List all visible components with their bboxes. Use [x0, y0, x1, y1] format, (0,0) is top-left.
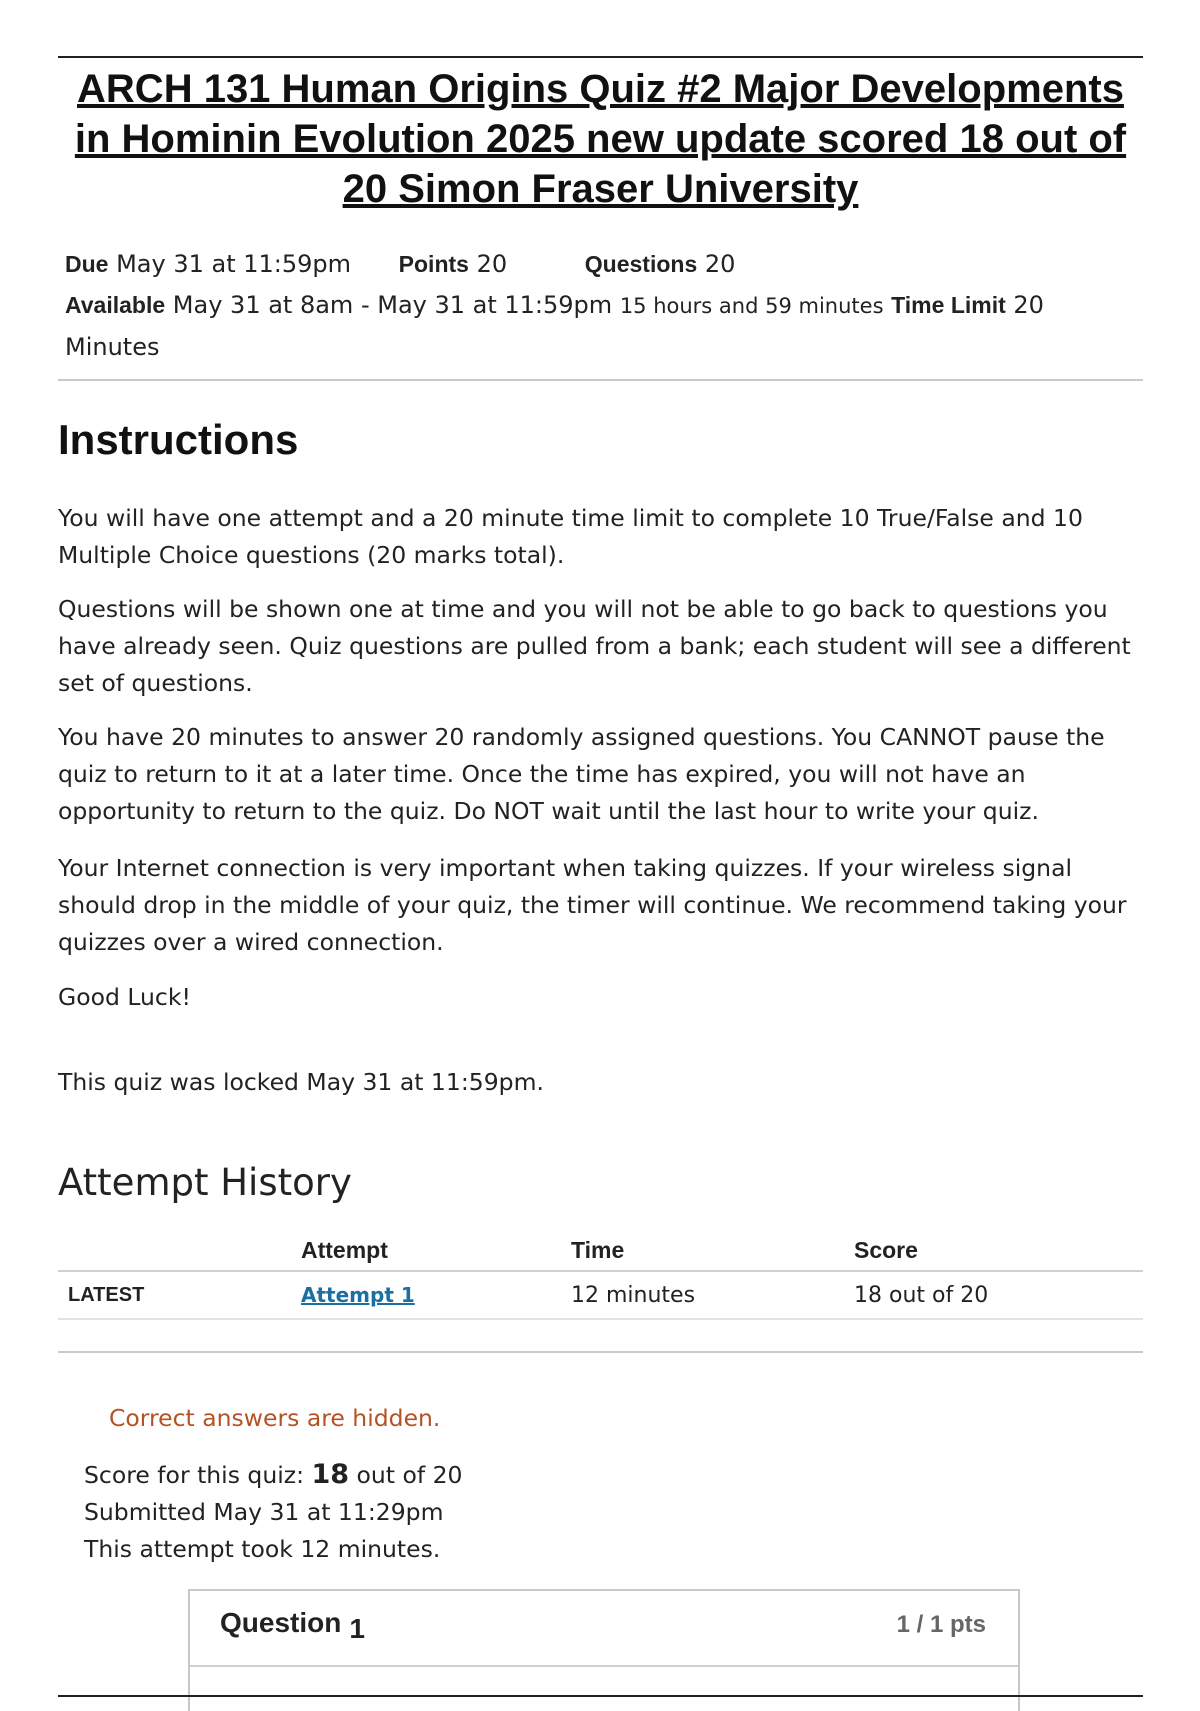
- score-value: 18: [311, 1459, 350, 1490]
- due-label: Due: [65, 251, 109, 277]
- instruction-paragraph: You will have one attempt and a 20 minute time limit to complete 10 True/False and 10 Multiple Choice questions (20 marks total).: [58, 504, 1083, 569]
- score-suffix: out of 20 Submitted May 31 at 11:29pm This attempt took 12 minutes.: [84, 1461, 463, 1563]
- correct-answers-hidden-notice: Correct answers are hidden.: [109, 1404, 441, 1432]
- question-label: Question: [220, 1607, 342, 1638]
- table-row: [58, 1271, 1143, 1319]
- top-divider: [58, 56, 1143, 58]
- question-header: [190, 1591, 1018, 1667]
- due-value: May 31 at 11:59pm: [116, 250, 352, 278]
- meta-divider: [58, 379, 1143, 381]
- document-title: ARCH 131 Human Origins Quiz #2 Major Developments in Hominin Evolution 2025 new update scored 18 out of 20 Simon Fraser University: [74, 67, 1127, 211]
- locked-notice: This quiz was locked May 31 at 11:59pm.: [58, 1068, 544, 1096]
- score-prefix: Score for this quiz:: [84, 1461, 312, 1489]
- available-duration: 15 hours and 59 minutes: [619, 294, 884, 318]
- table-header-row: [58, 1230, 1143, 1271]
- time-limit-value: 20 Minutes: [65, 291, 1044, 361]
- question-points: 1 / 1 pts: [896, 1611, 986, 1638]
- time-cell: 12 minutes: [571, 1271, 854, 1319]
- available-label: Available: [65, 292, 166, 318]
- instruction-paragraph: Your Internet connection is very important when taking quizzes. If your wireless signal should drop in the middle of your quiz, the timer will continue. We recommend taking your quizzes over a wired connection.: [58, 854, 1127, 956]
- time-limit-label: Time Limit: [891, 292, 1006, 318]
- column-header: [58, 1230, 301, 1271]
- column-header: Time: [571, 1230, 854, 1271]
- instruction-paragraph: You have 20 minutes to answer 20 randomly assigned questions. You CANNOT pause the quiz to return to it at a later time. Once the time has expired, you will not have an opportunity to return to the quiz. Do NOT wait until the last hour to write your quiz.: [58, 723, 1105, 825]
- score-summary: [84, 1456, 464, 1568]
- instructions-heading: Instructions: [58, 416, 299, 463]
- score-cell: 18 out of 20: [854, 1271, 1143, 1319]
- column-header: Attempt: [301, 1230, 571, 1271]
- results-divider: [58, 1351, 1143, 1353]
- bottom-divider: [58, 1695, 1143, 1697]
- question-title: [220, 1607, 365, 1644]
- attempt-history-table: [58, 1230, 1143, 1320]
- attempt-cell: [301, 1271, 571, 1319]
- quiz-meta: [65, 244, 1135, 368]
- questions-label: Questions: [584, 251, 698, 277]
- question-number: 1: [349, 1613, 365, 1644]
- instruction-paragraph: Good Luck!: [58, 983, 191, 1011]
- questions-value: 20: [704, 250, 736, 278]
- attempt-link[interactable]: Attempt 1: [301, 1282, 415, 1307]
- instruction-paragraph: Questions will be shown one at time and you will not be able to go back to questions you have already seen. Quiz questions are pulled from a bank; each student will see a different set of questions.: [58, 595, 1131, 697]
- column-header: Score: [854, 1230, 1143, 1271]
- points-value: 20: [476, 250, 508, 278]
- latest-tag: LATEST: [58, 1271, 301, 1319]
- points-label: Points: [398, 251, 469, 277]
- question-card: [188, 1589, 1020, 1711]
- available-value: May 31 at 8am - May 31 at 11:59pm: [172, 291, 613, 319]
- attempt-history-heading: Attempt History: [58, 1161, 352, 1204]
